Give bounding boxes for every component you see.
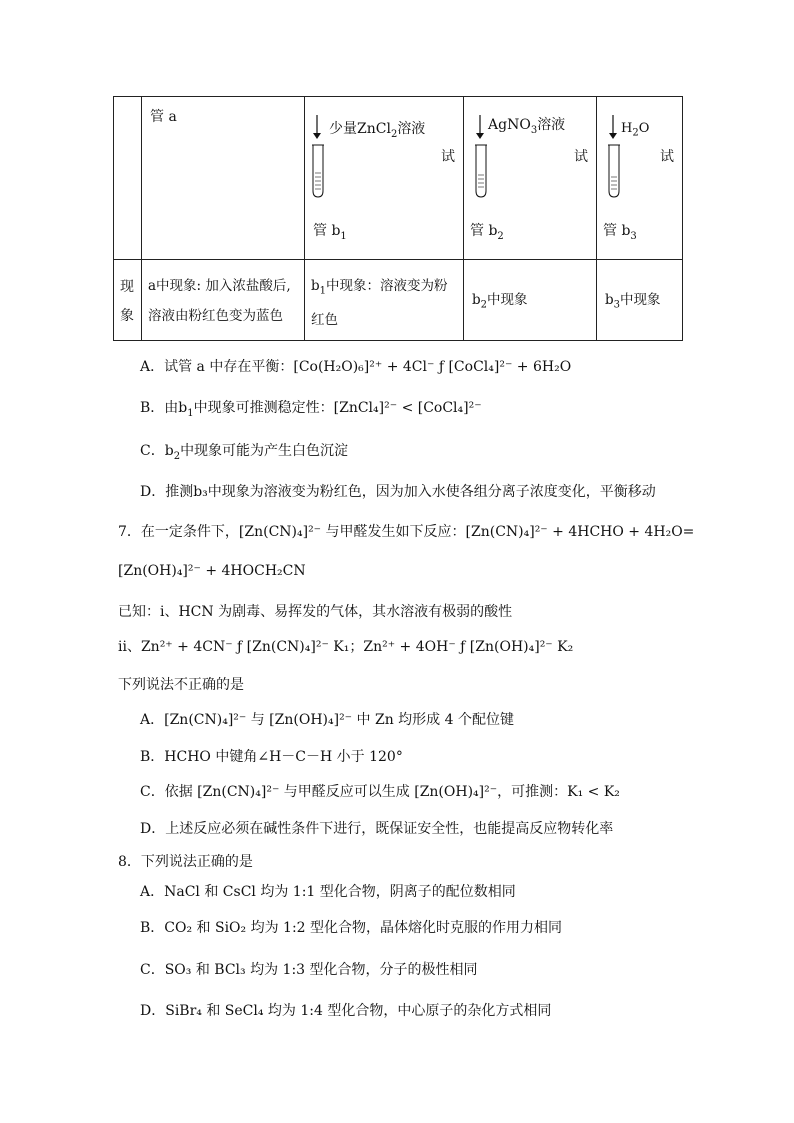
table-cell-tube-b2 [464, 97, 597, 260]
shi-label-b3: 试 [660, 149, 674, 165]
q8-option-d: D．SiBr₄ 和 SeCl₄ 均为 1:4 型化合物，中心原子的杂化方式相同 [140, 1003, 552, 1019]
tube-a-label: 管 a [150, 109, 177, 125]
q8-stem: 8．下列说法正确的是 [118, 854, 253, 870]
shi-label-b2: 试 [574, 149, 588, 165]
tube-b1-label: 管 $b_1$ [313, 223, 347, 242]
reagent-b1: 少量ZnCl$_2$溶液 [329, 121, 426, 140]
q6-option-b: B．由$b_1$中现象可推测稳定性：[ZnCl₄]²⁻ < [CoCl₄]²⁻ [140, 400, 482, 419]
q6-option-c: C．$b_2$中现象可能为产生白色沉淀 [140, 443, 349, 462]
tube-b3-label: 管 $b_3$ [603, 223, 637, 242]
q7-stem-line2: [Zn(OH)₄]²⁻ + 4HOCH₂CN [118, 563, 306, 579]
table-cell-empty [114, 97, 142, 260]
experiment-table [113, 96, 683, 341]
table-cell-tube-a [142, 97, 305, 260]
phenomenon-label-1: 现 [120, 279, 134, 295]
shi-label-b1: 试 [441, 149, 455, 165]
table-cell-phenomenon-b3 [597, 260, 683, 341]
reagent-b3: $H_2O$ [621, 121, 650, 139]
phenomenon-a-line1: a中现象: 加入浓盐酸后, [148, 278, 291, 294]
q7-ask: 下列说法不正确的是 [118, 677, 244, 693]
reagent-b2: AgNO$_3$溶液 [488, 117, 566, 136]
q8-option-a: A．NaCl 和 CsCl 均为 1:1 型化合物，阴离子的配位数相同 [140, 884, 516, 900]
q7-known-1: 已知：i、HCN 为剧毒、易挥发的气体，其水溶液有极弱的酸性 [118, 604, 513, 620]
table-cell-phenomenon-b2 [464, 260, 597, 341]
phenomenon-b1-line1: $b_1$中现象：溶液变为粉 [311, 278, 448, 297]
q7-option-b: B．HCHO 中键角∠H－C－H 小于 120° [140, 749, 403, 765]
table-cell-phenomenon-b1 [305, 260, 464, 341]
table-cell-phenomenon-label [114, 260, 142, 341]
q7-option-d: D．上述反应必须在碱性条件下进行，既保证安全性，也能提高反应物转化率 [140, 821, 614, 837]
q7-stem-line1: 7．在一定条件下，[Zn(CN)₄]²⁻ 与甲醛发生如下反应：[Zn(CN)₄]²⁻ + 4HCHO + 4H₂O= [118, 524, 695, 540]
q8-option-b: B．CO₂ 和 SiO₂ 均为 1:2 型化合物，晶体熔化时克服的作用力相同 [140, 920, 563, 936]
q7-option-c: C．依据 [Zn(CN)₄]²⁻ 与甲醛反应可以生成 [Zn(OH)₄]²⁻，可推测：K₁ < K₂ [140, 784, 620, 800]
table-cell-tube-b1 [305, 97, 464, 260]
q7-known-2: ii、Zn²⁺ + 4CN⁻ ƒ [Zn(CN)₄]²⁻ K₁；Zn²⁺ + 4OH⁻ ƒ [Zn(OH)₄]²⁻ K₂ [118, 639, 574, 655]
test-tube-b1-icon [311, 115, 327, 199]
phenomenon-label-2: 象 [120, 308, 134, 324]
q8-option-c: C．SO₃ 和 BCl₃ 均为 1:3 型化合物，分子的极性相同 [140, 962, 478, 978]
tube-b2-label: 管 $b_2$ [470, 223, 504, 242]
table-cell-phenomenon-a [142, 260, 305, 341]
phenomenon-b2: $b_2$中现象 [472, 292, 528, 311]
phenomenon-b3: $b_3$中现象 [605, 292, 661, 311]
q6-option-d: D．推测b₃中现象为溶液变为粉红色，因为加入水使各组分离子浓度变化，平衡移动 [140, 484, 656, 500]
phenomenon-b1-line2: 红色 [311, 312, 338, 328]
q7-option-a: A．[Zn(CN)₄]²⁻ 与 [Zn(OH)₄]²⁻ 中 Zn 均形成 4 个配位键 [140, 712, 514, 728]
phenomenon-a-line2: 溶液由粉红色变为蓝色 [148, 308, 283, 324]
table-cell-tube-b3 [597, 97, 683, 260]
q6-option-a: A．试管 a 中存在平衡：[Co(H₂O)₆]²⁺ + 4Cl⁻ ƒ [CoCl₄]²⁻ + 6H₂O [140, 359, 572, 375]
